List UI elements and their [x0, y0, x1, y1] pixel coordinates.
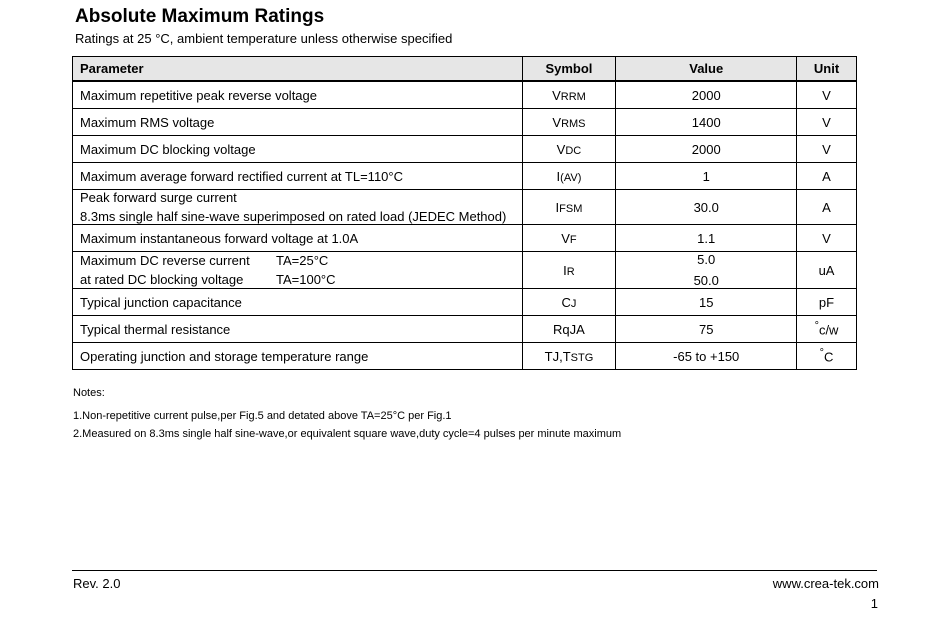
symbol-cell: VRRM: [522, 81, 616, 109]
unit-cell: pF: [797, 289, 857, 316]
value-100c: 50.0: [693, 273, 719, 288]
unit-cell: °c/w: [797, 316, 857, 343]
table-row: [73, 316, 857, 343]
parameter-cell: Maximum repetitive peak reverse voltage: [73, 81, 523, 109]
value-cell: 1.1: [616, 225, 797, 252]
parameter-cell: Maximum DC reverse current TA=25°C at rated DC blocking voltage TA=100°C: [73, 252, 523, 289]
symbol-cell: IR: [522, 252, 616, 289]
unit-cell: A: [797, 190, 857, 225]
parameter-cell: Maximum instantaneous forward voltage at 1.0A: [73, 225, 523, 252]
value-cell: 30.0: [616, 190, 797, 225]
page-title: Absolute Maximum Ratings: [75, 6, 325, 27]
header-unit: Unit: [797, 57, 857, 82]
table-row: [73, 109, 857, 136]
parameter-cell: Operating junction and storage temperature range: [73, 343, 523, 370]
value-cell: 75: [616, 316, 797, 343]
value-cell: [616, 252, 797, 289]
header-value: Value: [616, 57, 797, 82]
symbol-cell: VDC: [522, 136, 616, 163]
symbol-cell: VRMS: [522, 109, 616, 136]
parameter-cell: Maximum DC blocking voltage: [73, 136, 523, 163]
ratings-table: [72, 56, 857, 370]
page-subtitle: Ratings at 25 °C, ambient temperature unless otherwise specified: [75, 31, 453, 46]
symbol-cell: RqJA: [522, 316, 616, 343]
symbol-cell: I(AV): [522, 163, 616, 190]
value-cell: 2000: [616, 136, 797, 163]
parameter-cell: Maximum RMS voltage: [73, 109, 523, 136]
unit-cell: V: [797, 109, 857, 136]
parameter-cell: Typical thermal resistance: [73, 316, 523, 343]
page-number: 1: [870, 596, 878, 611]
table-row: [73, 289, 857, 316]
revision-label: Rev. 2.0: [73, 576, 121, 591]
table-header-row: [73, 57, 857, 82]
value-cell: 1400: [616, 109, 797, 136]
value-cell: -65 to +150: [616, 343, 797, 370]
parameter-cell: Maximum average forward rectified current at TL=110°C: [73, 163, 523, 190]
value-25c: 5.0: [697, 252, 716, 267]
notes-section: [73, 387, 621, 446]
table-row: [73, 163, 857, 190]
parameter-cell: Peak forward surge current 8.3ms single half sine-wave superimposed on rated load (JEDEC Method): [73, 190, 523, 225]
table-row: [73, 136, 857, 163]
unit-cell: V: [797, 225, 857, 252]
unit-cell: uA: [797, 252, 857, 289]
value-cell: 15: [616, 289, 797, 316]
symbol-cell: IFSM: [522, 190, 616, 225]
unit-cell: V: [797, 136, 857, 163]
symbol-cell: VF: [522, 225, 616, 252]
table-row: [73, 252, 857, 289]
table-row: [73, 225, 857, 252]
table-row: [73, 81, 857, 109]
condition-25c: TA=25°C: [276, 253, 329, 268]
parameter-cell: Typical junction capacitance: [73, 289, 523, 316]
website-link[interactable]: www.crea-tek.com: [772, 576, 879, 591]
footer-divider: [72, 570, 877, 571]
header-parameter: Parameter: [73, 57, 523, 82]
symbol-cell: TJ,TSTG: [522, 343, 616, 370]
unit-cell: A: [797, 163, 857, 190]
table-row: [73, 190, 857, 225]
unit-cell: V: [797, 81, 857, 109]
note-item: 1.Non-repetitive current pulse,per Fig.5 and detated above TA=25°C per Fig.1: [73, 410, 452, 422]
notes-heading: Notes:: [73, 387, 105, 399]
value-cell: 2000: [616, 81, 797, 109]
unit-cell: °C: [797, 343, 857, 370]
note-item: 2.Measured on 8.3ms single half sine-wave,or equivalent square wave,duty cycle=4 pulses per minute maximum: [73, 428, 622, 440]
value-cell: 1: [616, 163, 797, 190]
symbol-cell: CJ: [522, 289, 616, 316]
table-row: [73, 343, 857, 370]
header-symbol: Symbol: [522, 57, 616, 82]
condition-100c: TA=100°C: [276, 272, 336, 287]
